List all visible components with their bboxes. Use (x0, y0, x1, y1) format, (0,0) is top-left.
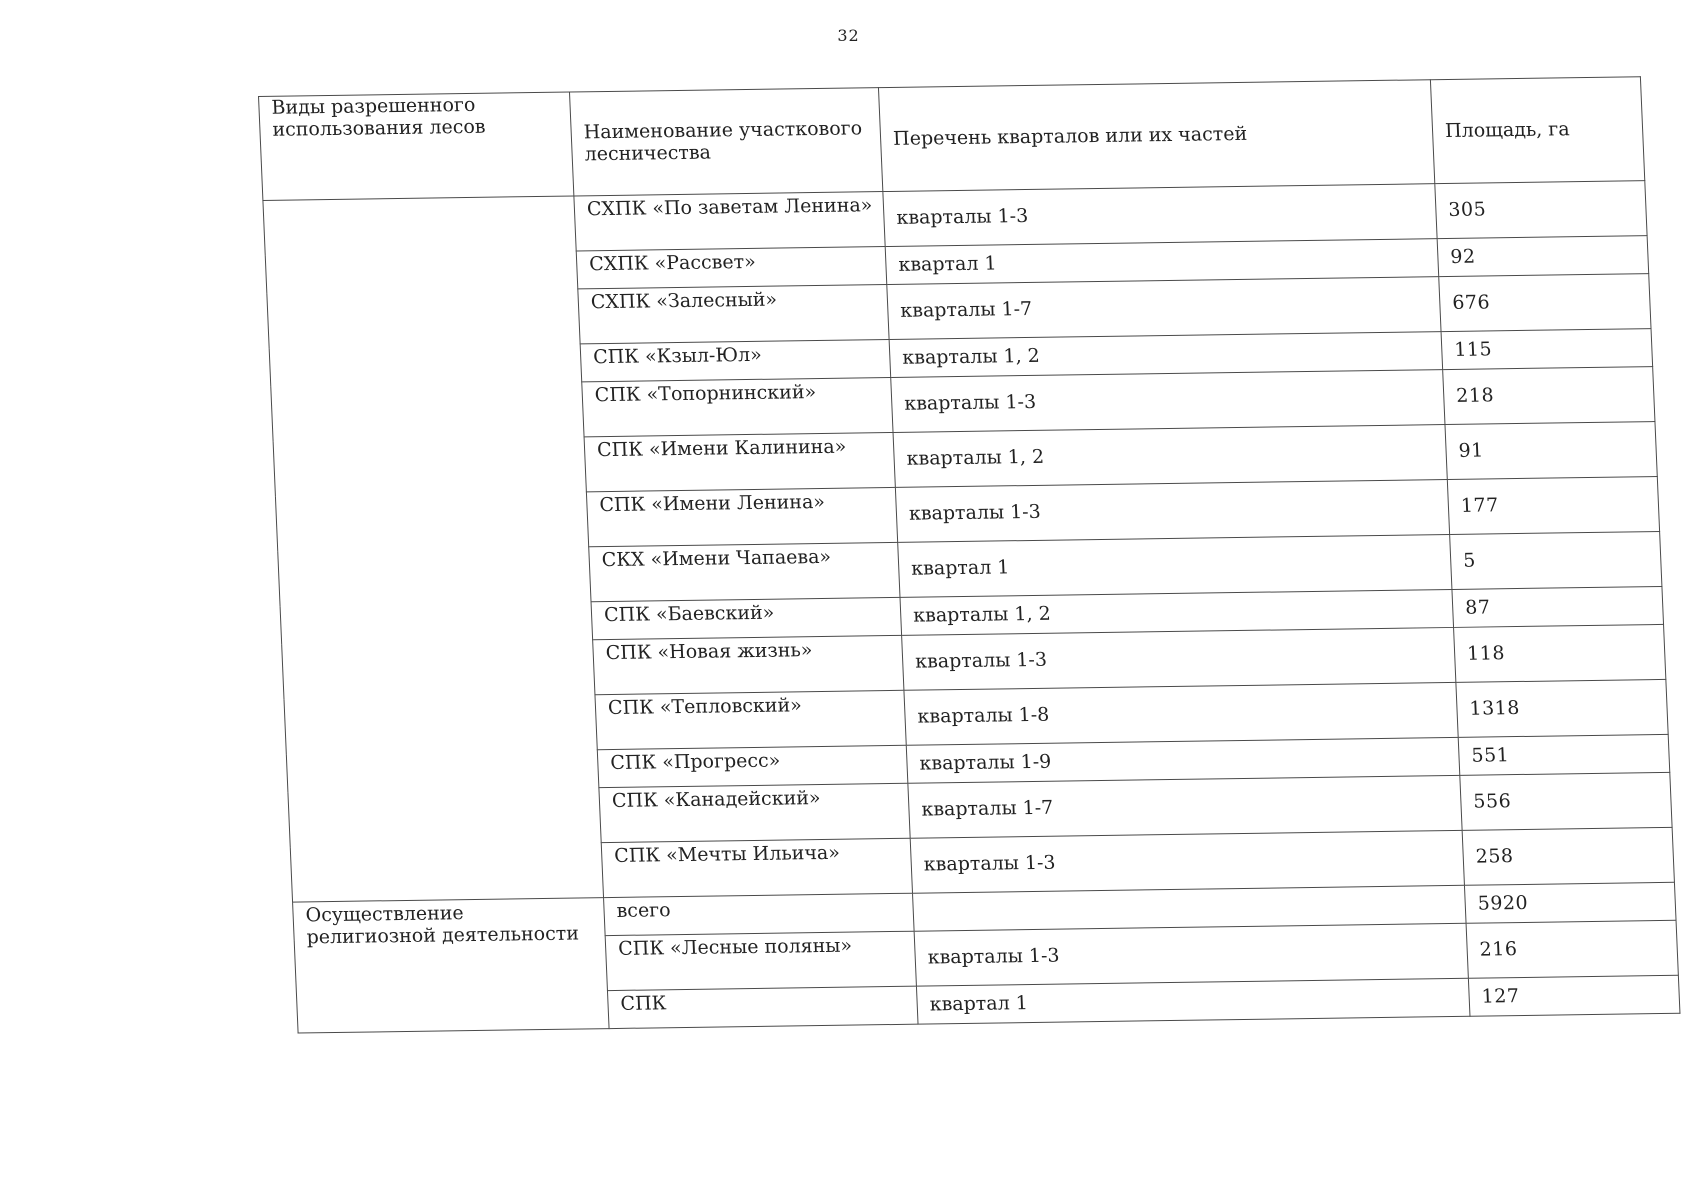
row-name: СПК «Кзыл-Юл» (580, 339, 891, 381)
row-name: СПК «Новая жизнь» (593, 635, 904, 694)
row-area: 177 (1447, 477, 1659, 535)
header-area: Площадь, га (1430, 77, 1644, 184)
row-list: кварталы 1, 2 (893, 425, 1447, 488)
row-area: 91 (1445, 422, 1657, 480)
row-area: 87 (1452, 586, 1664, 627)
row-area: 551 (1458, 734, 1670, 775)
row-list: кварталы 1-9 (906, 737, 1460, 783)
row-name: СКХ «Имени Чапаева» (589, 542, 900, 601)
row-list: кварталы 1-3 (891, 370, 1445, 433)
row-list: кварталы 1-3 (910, 830, 1464, 893)
row-area: 118 (1454, 624, 1666, 682)
kind-cell-empty (263, 196, 604, 902)
row-area: 127 (1468, 975, 1680, 1016)
row-list: квартал 1 (885, 239, 1439, 285)
row-list: квартал 1 (898, 534, 1452, 597)
row-name: СХПК «По заветам Ленина» (574, 192, 885, 251)
header-list: Перечень кварталов или их частей (878, 80, 1434, 192)
row-name: СПК «Имени Ленина» (586, 487, 897, 546)
row-name: СПК (607, 986, 918, 1028)
row-list: кварталы 1-8 (904, 682, 1458, 745)
row-name: СПК «Мечты Ильича» (601, 838, 912, 897)
row-name: СПК «Канадейский» (599, 783, 910, 842)
header-kind: Виды разрешенного использования лесов (259, 92, 574, 200)
row-area: 556 (1460, 772, 1672, 830)
table-header-row (259, 77, 1645, 201)
row-list: кварталы 1, 2 (900, 589, 1454, 635)
row-area: 305 (1435, 181, 1647, 239)
row-area: 5920 (1464, 882, 1676, 923)
page-number: 32 (837, 26, 860, 45)
row-area: 258 (1462, 827, 1674, 885)
row-list: кварталы 1-3 (883, 184, 1437, 247)
row-list: квартал 1 (916, 978, 1470, 1024)
row-name: всего (604, 893, 915, 935)
row-list: кварталы 1-7 (908, 775, 1462, 838)
header-name: Наименование участкового лесничества (569, 88, 882, 196)
row-name: СХПК «Залесный» (578, 285, 889, 344)
forest-use-table (258, 76, 1680, 1033)
document-table-wrapper (258, 76, 1679, 1033)
row-name: СХПК «Рассвет» (576, 247, 887, 289)
kind-cell: Осуществление религиозной деятельности (293, 898, 610, 1033)
row-name: СПК «Топорнинский» (582, 377, 893, 436)
row-list: кварталы 1-3 (902, 627, 1456, 690)
row-area: 218 (1443, 367, 1655, 425)
row-area: 5 (1450, 531, 1662, 589)
row-name: СПК «Лесные поляны» (605, 931, 916, 990)
row-area: 1318 (1456, 679, 1668, 737)
row-name: СПК «Имени Калинина» (584, 432, 895, 491)
row-name: СПК «Баевский» (591, 597, 902, 639)
row-name: СПК «Прогресс» (597, 745, 908, 787)
row-area: 676 (1439, 274, 1651, 332)
row-list: кварталы 1, 2 (889, 332, 1443, 378)
row-list: кварталы 1-3 (914, 923, 1468, 986)
row-list: кварталы 1-7 (887, 277, 1441, 340)
row-area: 92 (1437, 236, 1649, 277)
row-name: СПК «Тепловский» (595, 690, 906, 749)
row-area: 216 (1466, 920, 1678, 978)
row-area: 115 (1441, 329, 1653, 370)
row-list: кварталы 1-3 (895, 480, 1449, 543)
